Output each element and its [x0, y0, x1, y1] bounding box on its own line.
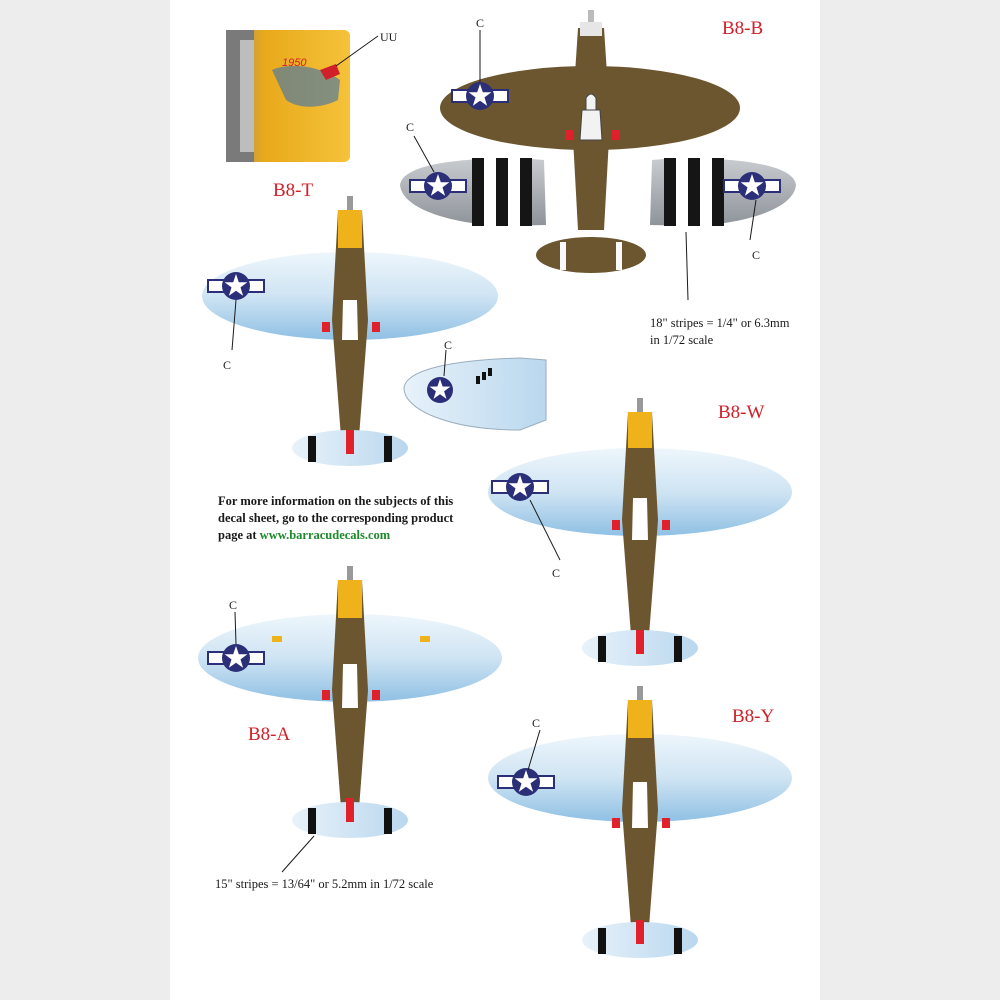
callout-c: C — [444, 338, 453, 352]
info-text — [218, 493, 478, 544]
label-b8a: B8-A — [248, 724, 291, 745]
callout-c: C — [223, 358, 232, 372]
callout-c: C — [476, 16, 485, 30]
stripe-note-15: 15" stripes = 13/64" or 5.2mm in 1/72 scale — [215, 877, 434, 891]
info-url-link[interactable]: www.barracudecals.com — [259, 528, 391, 542]
stripe-note-18-line1: 18" stripes = 1/4" or 6.3mm — [650, 316, 790, 330]
label-b8t: B8-T — [273, 180, 314, 201]
label-b8b: B8-B — [722, 18, 764, 39]
callout-uu: UU — [380, 30, 398, 44]
callout-c: C — [532, 716, 541, 730]
callout-c: C — [752, 248, 761, 262]
callout-c: C — [229, 598, 238, 612]
label-b8w: B8-W — [718, 402, 765, 423]
nose-art-text: 1950 — [282, 57, 307, 69]
info-body: For more information on the subjects of this decal sheet, go to the corresponding product page at — [218, 494, 454, 542]
stripe-note-18 — [650, 315, 789, 349]
callout-c: C — [552, 566, 561, 580]
label-b8y: B8-Y — [732, 706, 775, 727]
stripe-note-18-line2: in 1/72 scale — [650, 333, 714, 347]
callout-c: C — [406, 120, 415, 134]
